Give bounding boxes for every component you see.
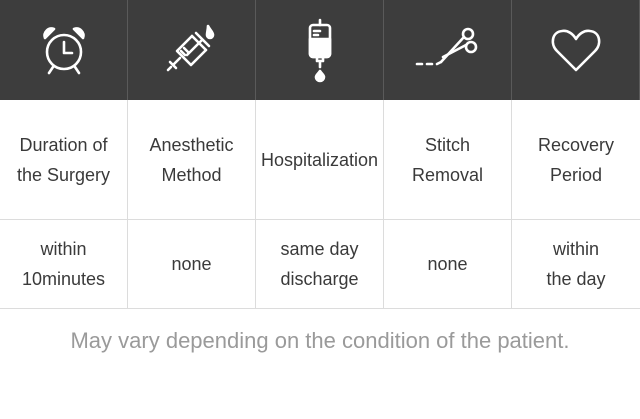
value-hospitalization: same day discharge <box>256 220 384 309</box>
value-stitch-removal: none <box>384 220 512 309</box>
header-stitch-removal: Stitch Removal <box>384 100 512 220</box>
value-anesthetic-method: none <box>128 220 256 309</box>
icon-cell-stitch <box>384 0 512 100</box>
header-recovery-period: Recovery Period <box>512 100 640 220</box>
scissors-icon <box>413 20 483 80</box>
value-duration: within 10minutes <box>0 220 128 309</box>
heart-icon <box>546 20 606 80</box>
alarm-clock-icon <box>34 20 94 80</box>
syringe-icon <box>162 20 222 80</box>
header-duration: Duration of the Surgery <box>0 100 128 220</box>
header-anesthetic-method: Anesthetic Method <box>128 100 256 220</box>
icon-cell-duration <box>0 0 128 100</box>
disclaimer-note: May vary depending on the condition of the patient. <box>70 328 570 353</box>
value-recovery-period: within the day <box>512 220 640 309</box>
icon-cell-hospitalization <box>256 0 384 100</box>
icon-cell-recovery <box>512 0 640 100</box>
iv-bag-icon <box>290 17 350 83</box>
header-hospitalization: Hospitalization <box>256 100 384 220</box>
icon-cell-anesthetic <box>128 0 256 100</box>
